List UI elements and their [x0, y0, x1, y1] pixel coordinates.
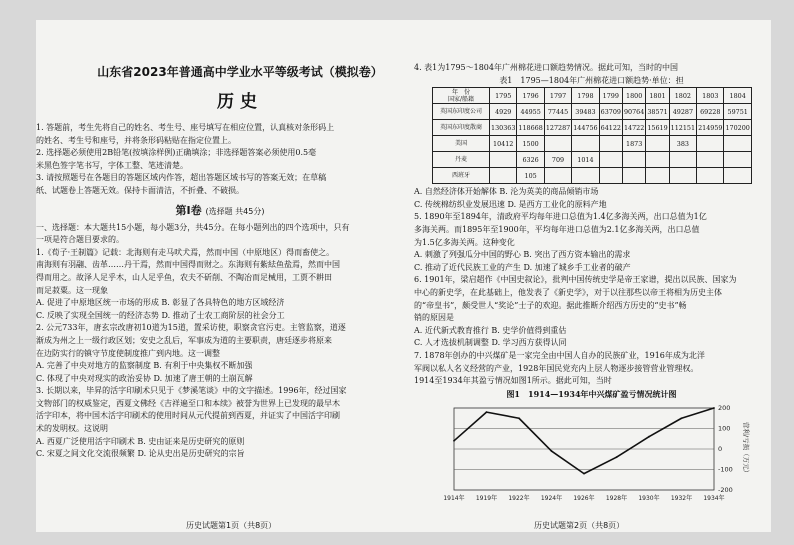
year-header: 1796: [517, 88, 544, 104]
question-line: 而足菽粟。这一现象: [36, 285, 108, 295]
data-point: [453, 440, 455, 442]
x-tick-label: 1934年: [703, 495, 725, 503]
x-tick-label: 1930年: [638, 495, 660, 503]
table-row: [433, 152, 752, 168]
table-cell: [724, 168, 751, 184]
table-header-row: [433, 88, 752, 104]
table-cell: 10412: [490, 136, 517, 152]
table-cell: [490, 168, 517, 184]
table-cell: [646, 168, 669, 184]
table-cell: 144756: [572, 120, 599, 136]
question-line: C. 宋夏之间文化交流很频繁 D. 论从史出是历史研究的宗旨: [36, 449, 245, 459]
question-line: 军阀以私人名义经营的产业，1928年国民党充内上层人物逐步接管营业管理权。: [414, 363, 699, 373]
question-line: 术的发明权。这说明: [36, 424, 108, 434]
table-cell: [669, 152, 696, 168]
note-line: 的姓名、考生号和座号，并将条形码粘贴在指定位置上。: [36, 135, 236, 145]
left-questions: [36, 222, 404, 461]
y-tick-label: 100: [718, 424, 731, 433]
question-line: A. 西夏广泛使用活字印刷术 B. 史由证来是历史研究的原则: [36, 436, 245, 446]
table-corner-cell: [433, 88, 490, 104]
table-cell: [572, 136, 599, 152]
question-line: 在边防实行的镇守节度使制度推广到内地。这一调整: [36, 348, 220, 358]
chart-title: 图1 1914—1934年中兴煤矿盈亏情况统计图: [506, 388, 677, 399]
left-page: [36, 20, 404, 530]
table-row: [433, 168, 752, 184]
note-line: 2. 选择题必须使用2B铅笔(按填涂样例)正确填涂；非选择题答案必须使用0.5毫: [36, 148, 317, 158]
question-line: C. 推动了近代民族工业的产生 D. 加速了城乡手工业者的破产: [414, 262, 631, 272]
question-line: 一、选择题：本大题共15小题，每小题3分，共45分。在每小题列出的四个选项中，只有: [36, 222, 350, 232]
corner-bottom: 国家/船籍: [447, 95, 475, 103]
question-line: A. 自然经济体开始解体 B. 沦为英美的商品倾销市场: [414, 187, 599, 197]
question-line: 南海则有羽翮、齿革……丹干焉，然而中国得而财之。东海则有紫紶鱼盐焉，然而中国: [36, 260, 340, 270]
table-cell: [724, 152, 751, 168]
table-cell: 77445: [544, 104, 571, 120]
y-tick-label: 200: [718, 404, 731, 413]
question-line: 3. 长期以来，毕昇的活字印刷术只见于《梦溪笔谈》中的文字描述。1996年，经过国家: [36, 386, 347, 396]
table-cell: 6326: [517, 152, 544, 168]
section-title: 第Ⅰ卷: [175, 203, 202, 217]
table-cell: 1500: [517, 136, 544, 152]
table-cell: [697, 136, 724, 152]
question-line: 的“帝皇书”，颇受世人“奖论”士子的欢迎。据此推断介绍西方历史的“史书”畅: [414, 300, 687, 310]
table-cell: 112151: [669, 120, 696, 136]
question-line: A. 刺激了列强瓜分中国的野心 B. 突出了西方资本输出的需求: [414, 250, 631, 260]
question-line: 为1.5亿多海关两。这种变化: [414, 237, 515, 247]
question-line: 6. 1901年，梁启超作《中国史叙论》，批判中国传统史学是帝王家谱，提出以民族、国家为: [414, 275, 737, 285]
table-row: [433, 104, 752, 120]
table-cell: 63709: [599, 104, 622, 120]
data-point: [648, 436, 650, 438]
row-header: 美国: [433, 136, 490, 152]
year-header: 1801: [646, 88, 669, 104]
x-tick-label: 1932年: [670, 495, 693, 503]
chart-svg: [414, 400, 769, 510]
table-cell: [544, 168, 571, 184]
table-cell: [599, 136, 622, 152]
x-tick-label: 1928年: [605, 495, 628, 503]
year-header: 1800: [622, 88, 645, 104]
data-point: [616, 457, 618, 459]
page-footer-left: 历史试题第1页（共8页）: [186, 521, 277, 530]
table-cell: 1014: [572, 152, 599, 168]
note-line: 米黑色签字笔书写，字体工整、笔迹清楚。: [36, 160, 188, 170]
right-page: [414, 20, 769, 530]
row-header: 西班牙: [433, 168, 490, 184]
question-line: C. 传统棉纺织业发展迅速 D. 是西方工业化的原料产地: [414, 199, 607, 209]
section-note: (选择题 共45分): [205, 206, 265, 216]
exam-title: 山东省2023年普通高中学业水平等级考试（模拟卷）: [97, 65, 383, 79]
table-cell: 90764: [622, 104, 645, 120]
y-tick-label: -100: [718, 465, 733, 474]
corner-top: 年 份: [451, 88, 470, 96]
question-line: 一项是符合题目要求的。: [36, 235, 124, 245]
year-header: 1799: [599, 88, 622, 104]
exam-notes: [36, 122, 404, 198]
table-row: [433, 136, 752, 152]
data-point: [551, 450, 553, 452]
table-cell: [622, 168, 645, 184]
question-line: 7. 1878年创办的中兴煤矿是一家完全由中国人自办的民族矿业，1916年成为北洋: [414, 350, 705, 360]
y-tick-label: 0: [718, 445, 723, 454]
question-line: 活字印本，将中国木活字印刷术的使用时间从元代提前到西夏，并证实了中国活字印刷: [36, 411, 340, 421]
question-line: C. 人才选拔机制调整 D. 学习西方获得认同: [414, 338, 567, 348]
year-header: 1802: [669, 88, 696, 104]
table-cell: 15619: [646, 120, 669, 136]
y-tick-label: -200: [718, 486, 733, 495]
note-line: 3. 请按照题号在各题目的答题区域内作答，超出答题区域书写的答案无效；在草稿: [36, 173, 327, 183]
question-line: 渐成为州之上一级行政区划；安史之乱后，军事成为道的主要职责，唐廷逐步将原来: [36, 335, 332, 345]
table-cell: 170200: [724, 120, 751, 136]
table-cell: 709: [544, 152, 571, 168]
table-cell: [697, 152, 724, 168]
profit-loss-line: [454, 408, 714, 474]
cotton-import-table: [432, 87, 752, 184]
question-line: 得而用之。故泽人足乎木，山人足乎鱼，农夫不斫削、不陶冶而足械用，工贾不耕田: [36, 272, 332, 282]
table-cell: 130363: [490, 120, 517, 136]
table-cell: [646, 136, 669, 152]
x-tick-label: 1914年: [443, 495, 465, 503]
table-cell: [697, 168, 724, 184]
row-header: 英国东印度公司: [433, 104, 490, 120]
question-line: C. 体现了中央对现实的政治妥协 D. 加速了唐王朝的土崩瓦解: [36, 373, 253, 383]
year-header: 1797: [544, 88, 571, 104]
table-cell: 214959: [697, 120, 724, 136]
row-header: 丹麦: [433, 152, 490, 168]
question-line: 5. 1890年至1894年，清政府平均每年进口总值为1.4亿多海关两，出口总值为1亿: [414, 212, 707, 222]
table-cell: [572, 168, 599, 184]
question-line: A. 完善了中央对地方的监察制度 B. 有利于中央集权不断加强: [36, 361, 253, 371]
table-cell: 69228: [697, 104, 724, 120]
y-axis-label: 营利/亏损（万元）: [742, 422, 750, 477]
x-tick-label: 1922年: [508, 495, 530, 503]
note-line: 1. 答题前，考生先将自己的姓名、考生号、座号填写在相应位置，认真核对条形码上: [36, 123, 335, 132]
table-cell: 44955: [517, 104, 544, 120]
page-footer-right: 历史试题第2页（共8页）: [534, 521, 625, 530]
question-line: 2. 公元733年，唐玄宗改唐初10道为15道，置采访使，职察贪官污吏。主管监察，道逐: [36, 323, 346, 333]
question-line: 文物部门的权威鉴定，西夏文佛经《吉祥遍至口和本续》被誉为世界上已发现的最早木: [36, 398, 340, 408]
table-cell: 383: [669, 136, 696, 152]
question-4-stem: 4. 表1为1795～1804年广州棉花进口额趋势情况。据此可知，当时的中国: [414, 63, 678, 72]
table-cell: 118668: [517, 120, 544, 136]
table-cell: 4929: [490, 104, 517, 120]
table-cell: [599, 168, 622, 184]
question-line: 销的原因是: [414, 313, 454, 323]
year-header: 1798: [572, 88, 599, 104]
question-line: 中心的新史学，在此基础上，他发表了《新史学》，对于以往那些以帝王将相为历史主体: [414, 287, 722, 297]
table-cell: 14722: [622, 120, 645, 136]
table-cell: 49287: [669, 104, 696, 120]
table-cell: [669, 168, 696, 184]
data-point: [518, 418, 520, 420]
x-tick-label: 1919年: [475, 495, 498, 503]
table-cell: 59751: [724, 104, 751, 120]
table-cell: [544, 136, 571, 152]
question-line: 1914至1934年其盈亏情况如图1所示。据此可知，当时: [414, 376, 612, 386]
section-heading: [36, 202, 404, 218]
table-cell: 38571: [646, 104, 669, 120]
table-cell: [599, 152, 622, 168]
data-point: [486, 411, 488, 413]
table-cell: 64122: [599, 120, 622, 136]
right-questions: [414, 186, 769, 388]
question-line: A. 近代新式教育推行 B. 史学价值得到重估: [414, 325, 567, 335]
x-tick-label: 1926年: [573, 495, 595, 503]
question-line: A. 促进了中原地区统一市场的形成 B. 彰显了各具特色的地方区域经济: [36, 298, 285, 308]
table-row: [433, 120, 752, 136]
table-cell: [724, 136, 751, 152]
table-cell: 39483: [572, 104, 599, 120]
table-cell: 105: [517, 168, 544, 184]
table-caption: 表1 1795—1804年广州棉花进口额趋势·单位：担: [499, 75, 684, 85]
question-line: 多海关两。而1895年至1900年，平均每年进口总值为2.1亿多海关两，出口总值: [414, 224, 700, 234]
data-point: [681, 418, 683, 420]
data-point: [583, 473, 585, 475]
table-cell: [646, 152, 669, 168]
x-tick-label: 1924年: [540, 495, 563, 503]
table-cell: [490, 152, 517, 168]
row-header: 英国东印度散商: [433, 120, 490, 136]
table-cell: [622, 152, 645, 168]
table-cell: 127287: [544, 120, 571, 136]
year-header: 1804: [724, 88, 751, 104]
question-line: C. 反映了实现全国统一的经济态势 D. 推动了士农工商阶层的社会分工: [36, 310, 285, 320]
data-point: [713, 407, 715, 409]
subject-title: 历史: [217, 92, 263, 112]
note-line: 纸、试题卷上答题无效。保持卡面清洁，不折叠、不破损。: [36, 185, 244, 195]
year-header: 1795: [490, 88, 517, 104]
profit-loss-chart: [414, 400, 769, 510]
table-cell: 1873: [622, 136, 645, 152]
exam-sheet: [36, 20, 771, 532]
question-line: 1.《荀子·王制篇》记载：北海则有走马吠犬焉，然而中国（中原地区）得而畜使之。: [36, 247, 335, 257]
year-header: 1803: [697, 88, 724, 104]
